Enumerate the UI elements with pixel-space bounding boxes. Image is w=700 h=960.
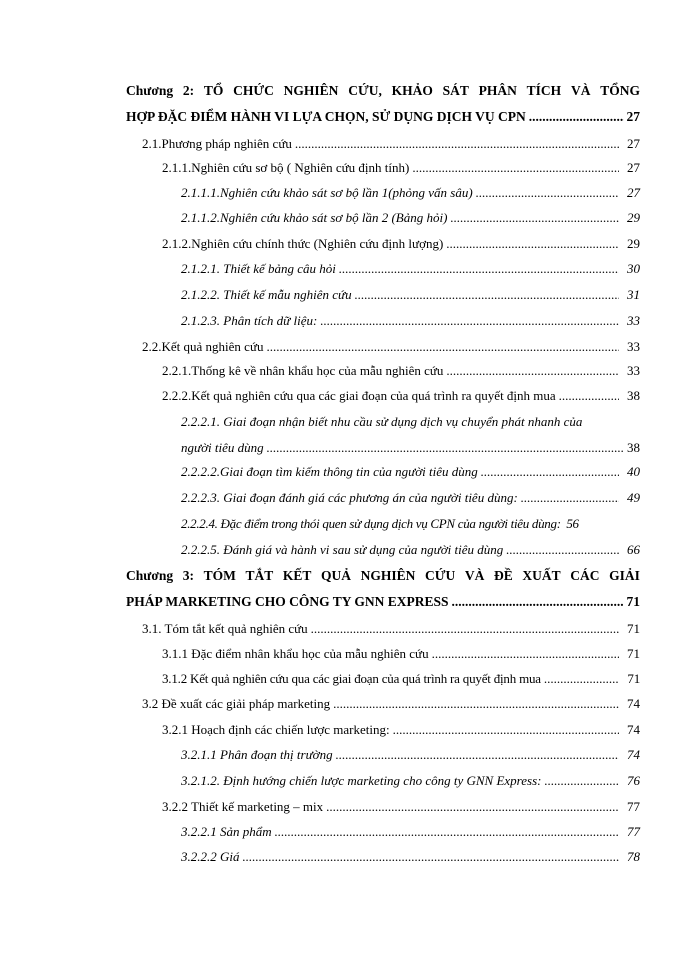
heading-word: CHỨC: [233, 83, 274, 98]
entry-title: 3.2 Đề xuất các giải pháp marketing: [142, 696, 331, 711]
heading-word: CÁC: [570, 568, 600, 583]
dot-leader: [275, 821, 619, 843]
heading-word: XUẤT: [522, 568, 561, 583]
entry-title: người tiêu dùng: [181, 440, 264, 455]
dot-leader: [336, 744, 619, 766]
dot-leader: [559, 385, 619, 407]
dot-leader: [320, 310, 619, 332]
toc-entry: [142, 133, 640, 155]
dot-leader: [393, 719, 619, 741]
dot-leader: [506, 539, 619, 561]
toc-entry: [181, 310, 640, 332]
heading-word: TÓM: [203, 568, 236, 583]
chapter-2-heading-line1: [126, 78, 640, 104]
entry-title: 3.2.2.1 Sản phẩm: [181, 824, 272, 839]
heading-word: CỨU: [425, 568, 456, 583]
page-number: 29: [627, 236, 640, 251]
entry-title: 2.1.2.1. Thiết kế bảng câu hỏi: [181, 261, 336, 276]
heading-word: 2:: [182, 83, 195, 98]
entry-title: 2.1.Phương pháp nghiên cứu: [142, 136, 292, 151]
entry-title: 2.2.2.3. Giai đoạn đánh giá các phương án của người tiêu dùng:: [181, 490, 518, 505]
heading-word: Chương: [126, 83, 174, 98]
entry-title: 2.2.Kết quả nghiên cứu: [142, 339, 264, 354]
entry-title: 2.2.2.5. Đánh giá và hành vi sau sử dụng của người tiêu dùng: [181, 542, 504, 557]
dot-leader: [333, 693, 619, 715]
chapter-3-heading-line1: [126, 563, 640, 589]
heading-word: PHÂN: [478, 83, 517, 98]
heading-word: GIẢI: [609, 568, 640, 583]
entry-title: 2.1.1.2.Nghiên cứu khảo sát sơ bộ lần 2 (Bảng hỏi): [181, 210, 448, 225]
heading-word: QUẢ: [321, 568, 351, 583]
toc-entry: [142, 693, 640, 715]
toc-entry: [162, 157, 640, 179]
page-number: 77: [627, 824, 640, 839]
toc-entry: [181, 284, 640, 306]
toc-entry-wrapped: [181, 409, 640, 461]
toc-entry: [162, 719, 640, 741]
heading-word: ĐỀ: [494, 568, 513, 583]
chapter-2-heading: [126, 78, 640, 130]
page-number: 31: [627, 287, 640, 302]
page-number: 27: [627, 185, 640, 200]
chapter-2-heading-line2: [126, 104, 640, 130]
toc-entry: [181, 182, 640, 204]
dot-leader: [452, 589, 624, 615]
dot-leader: [529, 104, 624, 130]
entry-title: 3.2.1 Hoạch định các chiến lược marketing:: [162, 722, 390, 737]
dot-leader: [412, 157, 619, 179]
toc-entry: [162, 643, 640, 665]
entry-title: 2.1.2.Nghiên cứu chính thức (Nghiên cứu định lượng): [162, 236, 444, 251]
page-number: 27: [626, 109, 640, 124]
heading-word: VÀ: [464, 568, 485, 583]
dot-leader: [243, 846, 620, 868]
dot-leader: [481, 461, 619, 483]
page-number: 71: [627, 671, 640, 686]
entry-title: 2.1.2.2. Thiết kế mẫu nghiên cứu: [181, 287, 352, 302]
page-number: 74: [627, 722, 640, 737]
toc-entry: [162, 385, 640, 407]
entry-title: 3.2.2 Thiết kế marketing – mix: [162, 799, 324, 814]
entry-title: 3.2.2.2 Giá: [181, 849, 240, 864]
toc-entry: [162, 796, 640, 818]
entry-title-line2: [181, 435, 640, 461]
heading-word: CỨU,: [348, 83, 382, 98]
page-number: 71: [627, 621, 640, 636]
entry-title: 3.1.1 Đặc điểm nhân khẩu học của mẫu nghiên cứu: [162, 646, 429, 661]
page-number: 38: [627, 388, 640, 403]
page-number: 77: [627, 799, 640, 814]
entry-title: 3.2.1.2. Định hướng chiến lược marketing cho công ty GNN Express:: [181, 773, 542, 788]
dot-leader: [446, 233, 619, 255]
dot-leader: [267, 435, 624, 461]
entry-title: 3.2.1.1 Phân đoạn thị trường: [181, 747, 333, 762]
toc-entry: [162, 360, 640, 382]
page-number: 71: [626, 594, 640, 609]
toc-entry: [162, 233, 640, 255]
page-number: 27: [627, 160, 640, 175]
dot-leader: [544, 668, 619, 690]
page-number: 66: [627, 542, 640, 557]
dot-leader: [476, 182, 619, 204]
dot-leader: [355, 284, 619, 306]
heading-word: NGHIÊN: [360, 568, 416, 583]
page-number: 33: [627, 339, 640, 354]
page-number: 49: [627, 490, 640, 505]
entry-title: 2.2.1.Thống kê về nhân khẩu học của mẫu nghiên cứu: [162, 363, 444, 378]
toc-entry: [181, 770, 640, 792]
toc-entry: [142, 336, 640, 358]
dot-leader: [446, 360, 619, 382]
toc-entry: [181, 539, 640, 561]
page-number: 33: [627, 363, 640, 378]
chapter-3-heading-line2: [126, 589, 640, 615]
dot-leader: [326, 796, 619, 818]
page-number: 38: [627, 440, 640, 455]
dot-leader: [544, 770, 619, 792]
toc-entry: [181, 461, 640, 483]
toc-entry: [181, 258, 640, 280]
toc-entry: [181, 487, 640, 509]
dot-leader: [521, 487, 619, 509]
entry-title: 2.1.1.Nghiên cứu sơ bộ ( Nghiên cứu định tính): [162, 160, 410, 175]
heading-word: KHẢO: [391, 83, 433, 98]
page-number: 29: [627, 210, 640, 225]
dot-leader: [311, 618, 619, 640]
heading-word: TỔNG: [600, 83, 640, 98]
entry-title: 3.1. Tóm tắt kết quả nghiên cứu: [142, 621, 308, 636]
entry-title: 3.1.2 Kết quả nghiên cứu qua các giai đoạn của quá trình ra quyết định mua: [162, 671, 541, 686]
page-number: 74: [627, 747, 640, 762]
dot-leader: [450, 207, 619, 229]
entry-title: 2.2.2.Kết quả nghiên cứu qua các giai đoạn của quá trình ra quyết định mua: [162, 388, 556, 403]
dot-leader: [432, 643, 619, 665]
dot-leader: [339, 258, 619, 280]
page-number: 76: [627, 773, 640, 788]
heading-word: TÍCH: [526, 83, 562, 98]
chapter-title: HỢP ĐẶC ĐIỂM HÀNH VI LỰA CHỌN, SỬ DỤNG DỊCH VỤ CPN: [126, 109, 526, 124]
toc-entry: [162, 668, 640, 690]
heading-word: TỔ: [203, 83, 224, 98]
heading-word: NGHIÊN: [283, 83, 339, 98]
entry-title: 2.1.1.1.Nghiên cứu khảo sát sơ bộ lần 1(phỏng vấn sâu): [181, 185, 473, 200]
entry-title: 2.2.2.2.Giai đoạn tìm kiếm thông tin của người tiêu dùng: [181, 464, 478, 479]
page-number: 27: [627, 136, 640, 151]
page-number: 71: [627, 646, 640, 661]
heading-word: Chương: [126, 568, 174, 583]
heading-word: TẮT: [245, 568, 274, 583]
toc-entry: [181, 744, 640, 766]
page-number: 30: [627, 261, 640, 276]
page-number: 78: [627, 849, 640, 864]
toc-entry: [181, 513, 640, 535]
toc-entry: [181, 207, 640, 229]
page-number: 33: [627, 313, 640, 328]
heading-word: VÀ: [570, 83, 591, 98]
chapter-title: PHÁP MARKETING CHO CÔNG TY GNN EXPRESS: [126, 594, 449, 609]
chapter-3-heading: [126, 563, 640, 615]
toc-entry: [181, 846, 640, 868]
toc-entry: [142, 618, 640, 640]
entry-title: 2.1.2.3. Phân tích dữ liệu:: [181, 313, 318, 328]
entry-title-line1: 2.2.2.1. Giai đoạn nhận biết nhu cầu sử dụng dịch vụ chuyển phát nhanh của: [181, 414, 583, 429]
dot-leader: [267, 336, 620, 358]
heading-word: 3:: [182, 568, 194, 583]
toc-entry: [181, 821, 640, 843]
heading-word: KẾT: [282, 568, 312, 583]
page-number: 56: [566, 516, 579, 531]
heading-word: SÁT: [442, 83, 469, 98]
page-number: 40: [627, 464, 640, 479]
dot-leader: [295, 133, 619, 155]
page-number: 74: [627, 696, 640, 711]
entry-title: 2.2.2.4. Đặc điểm trong thói quen sử dụng dịch vụ CPN của người tiêu dùng:: [181, 516, 561, 531]
